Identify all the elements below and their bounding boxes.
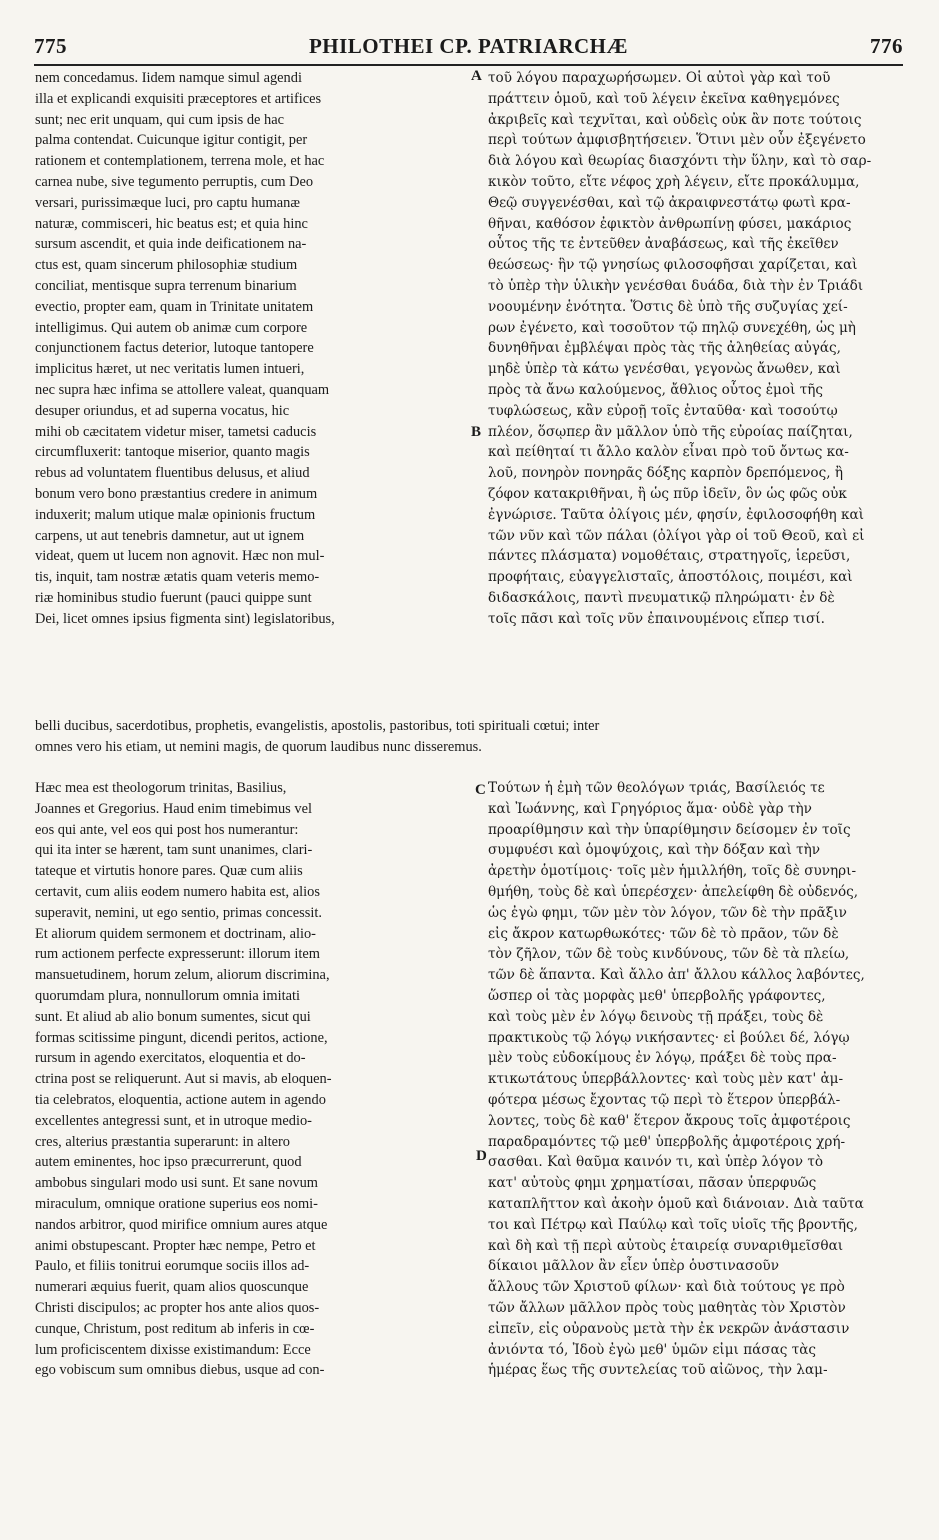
text-line: autem eminentes, hoc ipso præcurrerunt, quod [35,1154,302,1171]
text-line: certavit, cum aliis eodem numero habita est, alios [35,883,320,900]
text-line: τῶν δὲ ἅπαντα. Καὶ ἄλλο ἀπ' ἄλλου κάλλος λαβόντες, [488,967,865,984]
text-line: Τούτων ἡ ἐμὴ τῶν θεολόγων τριάς, Βασίλειός τε [488,780,825,796]
text-line: evectio, propter eam, quam in Trinitate unitatem [35,298,314,315]
text-line: bonum vero bono præstantius credere in animum [35,485,318,502]
text-line: ὡς ἐγὼ φημι, τῶν μὲν τὸν λόγον, τῶν δὲ τὴν πρᾶξιν [488,904,847,921]
text-line: Joannes et Gregorius. Haud enim timebimus vel [35,800,312,817]
text-line: lum proficiscentem dixisse existimandum: Ecce [35,1341,311,1358]
text-line: cunque, Christum, post reditum ab inferis in cœ- [35,1320,315,1337]
text-line: sunt; nec erit unquam, qui cum ipsis de hac [35,111,284,128]
text-line: nem concedamus. Iidem namque simul agendi [35,70,302,86]
greek-column-top [488,68,910,630]
text-line: τὸ ὑπὲρ τὴν ὑλικὴν γενέσθαι δυάδα, διὰ τὴν ἐν Τριάδι [488,277,864,294]
text-line: palma contendat. Cuicunque igitur contigit, per [35,132,308,149]
text-line: πρακτικοὺς τῷ λόγῳ νικήσαντες· εἰ βούλει δέ, λόγῳ [488,1029,850,1046]
text-line: λοῦ, πονηρὸν πονηρᾶς δόξης καρπὸν δρεπόμενος, ἢ [488,465,843,482]
text-line: κατ' αὐτοὺς φημι χρηματίσαι, πᾶσαν ὑπερφυῶς [488,1175,817,1192]
text-line: conjunctionem factus deterior, lutoque tantopere [35,340,314,357]
text-line: ἀκριβεῖς καὶ τεχνῖται, καὶ οὐδεὶς οὐκ ἂν ποτε τούτοις [488,111,862,128]
latin-column-bottom [35,778,475,1381]
text-line: belli ducibus, sacerdotibus, prophetis, evangelistis, apostolis, pastoribus, toti spirituali cœtui; inter [35,718,600,734]
text-line: superavit, nemini, ut ego sentio, primas concessit. [35,904,322,921]
text-line: circumfluxerit: tantoque miserior, quanto magis [35,444,310,461]
page-number-right: 776 [870,34,903,58]
text-line: miraculum, omnique oratione superius eos nomi- [35,1195,318,1212]
text-line: cres, alterius præstantia superarunt: in altero [35,1133,290,1150]
text-line: eos qui ante, vel eos qui post hos numerantur: [35,821,299,838]
text-line: nec supra hæc infima se attollere valeat, quanquam [35,381,330,398]
text-line: διδασκάλοις, παντὶ πνευματικῷ πληρώματι· ἐν δὲ [488,589,835,606]
text-line: νοουμένην ἑνότητα. Ὅστις δὲ ὑπὸ τῆς συζυγίας χεί- [488,298,848,315]
text-line: καὶ δὴ καὶ τῇ περὶ αὐτοὺς ἑταιρείᾳ συναριθμεῖσθαι [488,1237,844,1254]
text-line: riæ hominibus studio fuerunt (pauci quippe sunt [35,589,312,606]
text-line: mansuetudinem, horum zelum, aliorum discrimina, [35,967,330,984]
text-line: τοι καὶ Πέτρῳ καὶ Παύλῳ καὶ τοῖς υἱοῖς τῆς βροντῆς, [488,1216,858,1233]
text-line: τοῖς πᾶσι καὶ τοῖς νῦν ἐπαινουμένοις εἴπερ τισί. [488,610,825,627]
text-line: naturæ, commisceri, hic beatus est; et quia hinc [35,215,308,232]
text-line: συμφυέσι καὶ ὁμοψύχοις, καὶ τὴν δόξαν καὶ τὴν [488,842,821,859]
text-line: πάντες πλάσματα) νομοθέταις, στρατηγοῖς, ἱερεῦσι, [488,548,851,565]
text-line: καὶ Ἰωάννης, καὶ Γρηγόριος ἅμα· οὐδὲ γὰρ τὴν [488,800,812,817]
text-line: intelligimus. Qui autem ob animæ cum corpore [35,319,308,336]
text-line: rum actionem perfecte expresserunt: illorum item [35,946,320,963]
text-line: ctrina post se reliquerunt. Aut si mavis, ab eloquen- [35,1071,332,1088]
text-line: tia celebratos, eloquentia, actione autem in agendo [35,1091,326,1108]
text-line: mihi ob cæcitatem videtur miser, tametsi caducis [35,423,317,440]
text-line: θῆναι, καθόσον ἐφικτὸν ἀνθρωπίνῃ φύσει, μακάριος [488,215,852,232]
text-line: φότερα μέσως ἔχοντας τῷ περὶ τὸ ἕτερον ὑπερβάλ- [488,1091,841,1108]
text-line: rursum in agendo exercitatos, eloquentia et do- [35,1050,306,1067]
margin-marker-c: C [475,782,486,798]
text-line: θεώσεως· ἣν τῷ γνησίως φιλοσοφῆσαι χαρίζεται, καὶ [488,257,858,274]
running-title: PHILOTHEI CP. PATRIARCHÆ [308,34,629,58]
text-line: implicitus hæret, ut nec veritatis lumen intueri, [35,361,305,378]
text-line: ἡμέρας ἕως τῆς συντελείας τοῦ αἰῶνος, τὴν λαμ- [488,1362,828,1379]
text-line: tis, inquit, tam nostræ ætatis quam veteris memo- [35,569,320,586]
text-line: πράττειν ὁμοῦ, καὶ τοῦ λέγειν ἐκεῖνα καθηγεμόνες [488,90,840,107]
margin-marker-d: D [476,1148,487,1164]
text-line: quorumdam plura, nonnullorum omnia imitati [35,987,300,1004]
text-line: ἐγνώρισε. Ταῦτα ὀλίγοις μέν, φησίν, ἐφιλοσοφήθη καὶ [488,506,864,523]
text-line: rationem et contemplationem, terrena mole, et hac [35,153,325,170]
text-line: προφήταις, εὐαγγελισταῖς, ἀποστόλοις, ποιμέσι, καὶ [488,569,853,586]
text-line: ἀνιόντα τό, Ἰδοὺ ἐγὼ μεθ' ὑμῶν εἰμι πάσας τὰς [488,1341,817,1358]
text-line: σασθαι. Καὶ θαῦμα καινόν τι, καὶ ὑπὲρ λόγον τὸ [488,1154,824,1171]
text-line: καὶ τοὺς μὲν ἐν λόγῳ δεινοὺς τῇ πράξει, τοὺς δὲ [488,1008,824,1025]
text-line: παραδραμόντες τῷ μεθ' ὑπερβολῆς ἀμφοτέροις χρή- [488,1133,846,1150]
text-line: δίκαιοι μᾶλλον ἂν εἶεν ὑπὲρ ὁυστινασοῦν [488,1258,779,1275]
text-line: excellentes antegressi sunt, et in utroque medio- [35,1112,312,1129]
text-line: desuper oriundus, et ad superna vocatus, hic [35,402,290,419]
text-line: Christi discipulos; ac propter hos ante alios quos- [35,1299,320,1316]
text-line: carpens, ut aut tenebris damnetur, aut ut ignem [35,527,305,544]
text-line: Θεῷ συγγενέσθαι, καὶ τῷ ἀκραιφνεστάτῳ φωτὶ κρα- [488,194,851,211]
text-line: πρὸς τὰ ἄνω καλούμενος, ἄθλιος οὗτος ἐμοὶ τῆς [488,381,823,398]
full-width-lines [35,716,909,758]
text-line: πλέον, ὅσῳπερ ἂν μᾶλλον ὑπὸ τῆς εὐροίας παίζηται, [488,423,853,440]
text-line: διὰ λόγου καὶ θεωρίας διασχόντι τὴν ὕλην, καὶ τὸ σαρ- [488,153,872,170]
text-line: εἰς ἄκρον κατωρθωκότες· τῶν δὲ τὸ πρᾶον, τῶν δὲ [488,925,839,942]
text-line: περὶ τούτων ἀμφισβητήσειεν. Ὅτινι μὲν οὖν ἐξεγένετο [488,132,866,149]
text-line: tateque et virtutis honore pares. Quæ cum aliis [35,863,303,880]
margin-marker-a: A [471,68,482,84]
text-line: omnes vero his etiam, ut nemini magis, de quorum laudibus nunc disseremus. [35,738,482,755]
text-line: Paulo, et filiis tonitrui eorumque sociis illos ad- [35,1258,310,1275]
text-line: versari, purissimæque luci, pro captu humanæ [35,194,300,211]
text-line: ρων ἐγένετο, καὶ τοσοῦτον τῷ πηλῷ συνεχέθη, ὡς μὴ [488,319,856,336]
text-line: formas scitissime pingunt, dicendi peritos, actione, [35,1029,328,1046]
text-line: ambobus singulari modo usi sunt. Et sane novum [35,1175,318,1192]
text-line: κικὸν τοῦτο, εἴτε νέφος χρὴ λέγειν, εἴτε προκάλυμμα, [488,173,860,190]
text-line: ζόφον κατακριθῆναι, ἢ ὡς πῦρ ἰδεῖν, ὃν ὡς φῶς οὐκ [488,485,847,502]
text-line: καὶ πείθηταί τι ἄλλο καλὸν εἶναι πρὸ τοῦ ὄντως κα- [488,444,849,461]
text-line: illa et explicandi exquisiti præceptores et artifices [35,90,322,107]
text-line: ὥσπερ οἱ τὰς μορφὰς μεθ' ὑπερβολῆς γράφοντες, [488,987,826,1004]
text-line: λοντες, τοὺς δὲ καθ' ἕτερον ἄκρους τοῖς ἀμφοτέροις [488,1112,851,1129]
text-line: ego vobiscum sum omnibus diebus, usque ad con- [35,1362,325,1379]
text-line: κτικωτάτους ὑπερβάλλοντες· καὶ τοὺς μὲν κατ' ἀμ- [488,1071,844,1088]
text-line: sursum ascendit, et quia inde deificationem na- [35,236,307,253]
text-line: qui ita inter se hærent, tam sunt unanimes, clari- [35,842,313,859]
text-line: τῶν ἄλλων μᾶλλον πρὸς τοὺς μαθητὰς τὸν Χριστὸν [488,1299,846,1316]
text-line: τυφλώσεως, κἂν εὐροῇ τοῖς ἐνταῦθα· καὶ τοσούτῳ [488,402,838,419]
text-line: Dei, licet omnes ipsius figmenta sint) legislatoribus, [35,610,335,627]
text-line: δυνηθῆναι ἐμβλέψαι πρὸς τὰς τῆς ἀληθείας αὐγάς, [488,340,841,357]
page-header [34,30,903,66]
text-line: οὗτος τῆς τε ἐντεῦθεν ἀναβάσεως, καὶ τῆς ἐκεῖθεν [488,236,839,253]
text-line: εἰπεῖν, εἰς οὐρανοὺς μετὰ τὴν ἐκ νεκρῶν ἀνάστασιν [488,1320,850,1337]
text-line: sunt. Et aliud ab alio bonum sumentes, sicut qui [35,1008,311,1025]
text-line: μηδὲ ὑπὲρ τὰ κάτω γενέσθαι, γεγονὼς ἄνωθεν, καὶ [488,361,841,378]
text-line: Et aliorum quidem sermonem et doctrinam, alio- [35,925,316,942]
text-line: τὸν ζῆλον, τῶν δὲ τοὺς κινδύνους, τῶν δὲ τὰ πλείω, [488,946,850,963]
text-line: videat, quem ut lucem non agnovit. Hæc non mul- [35,548,325,565]
text-line: προαρίθμησιν καὶ τὴν ὑπαρίθμησιν δείσομεν ἐν τοῖς [488,821,851,838]
text-line: τοῦ λόγου παραχωρήσωμεν. Οἱ αὐτοὶ γὰρ καὶ τοῦ [488,70,831,86]
text-line: rebus ad voluntatem fluentibus delusus, et aliud [35,465,310,482]
text-line: ἄλλους τῶν Χριστοῦ φίλων· καὶ διὰ τούτους γε πρὸ [488,1279,845,1296]
text-line: nandos arbitror, quod mirifice omnium aures atque [35,1216,328,1233]
text-line: animi obstupescant. Propter hæc nempe, Petro et [35,1237,316,1254]
text-line: θμήθη, τοὺς δὲ καὶ ὑπερέσχεν· ἀπελείφθη δὲ οὐδενός, [488,883,859,900]
greek-column-bottom [488,778,910,1381]
text-line: conciliat, mentisque supra terrenum binarium [35,277,297,294]
text-line: carnea nube, sive tegumento perruptis, cum Deo [35,173,314,190]
text-line: μὲν τοὺς εὐδοκίμους ἐν λόγῳ, πράξει δὲ τοὺς πρα- [488,1050,837,1067]
margin-marker-b: B [471,424,482,440]
text-line: τῶν νῦν καὶ τῶν πάλαι (ὀλίγοι γὰρ οἱ τοῦ Θεοῦ, καὶ εἰ [488,527,865,544]
text-line: ἀρετὴν ὁμοτίμοις· τοῖς μὲν ἡμιλλήθη, τοῖς δὲ συνηρι- [488,863,857,880]
text-line: Hæc mea est theologorum trinitas, Basilius, [35,780,287,796]
text-line: καταπλῆττον καὶ ἀκοὴν ὁμοῦ καὶ διάνοιαν. Διὰ ταῦτα [488,1195,864,1212]
text-line: numerari æquius fuerit, quam alios quoscunque [35,1279,309,1296]
page-number-left: 775 [34,34,67,58]
text-line: induxerit; malum utique malæ opinionis fructum [35,506,316,523]
text-line: ctus est, quam sincerum philosophiæ studium [35,257,298,274]
latin-column-top [35,68,475,630]
